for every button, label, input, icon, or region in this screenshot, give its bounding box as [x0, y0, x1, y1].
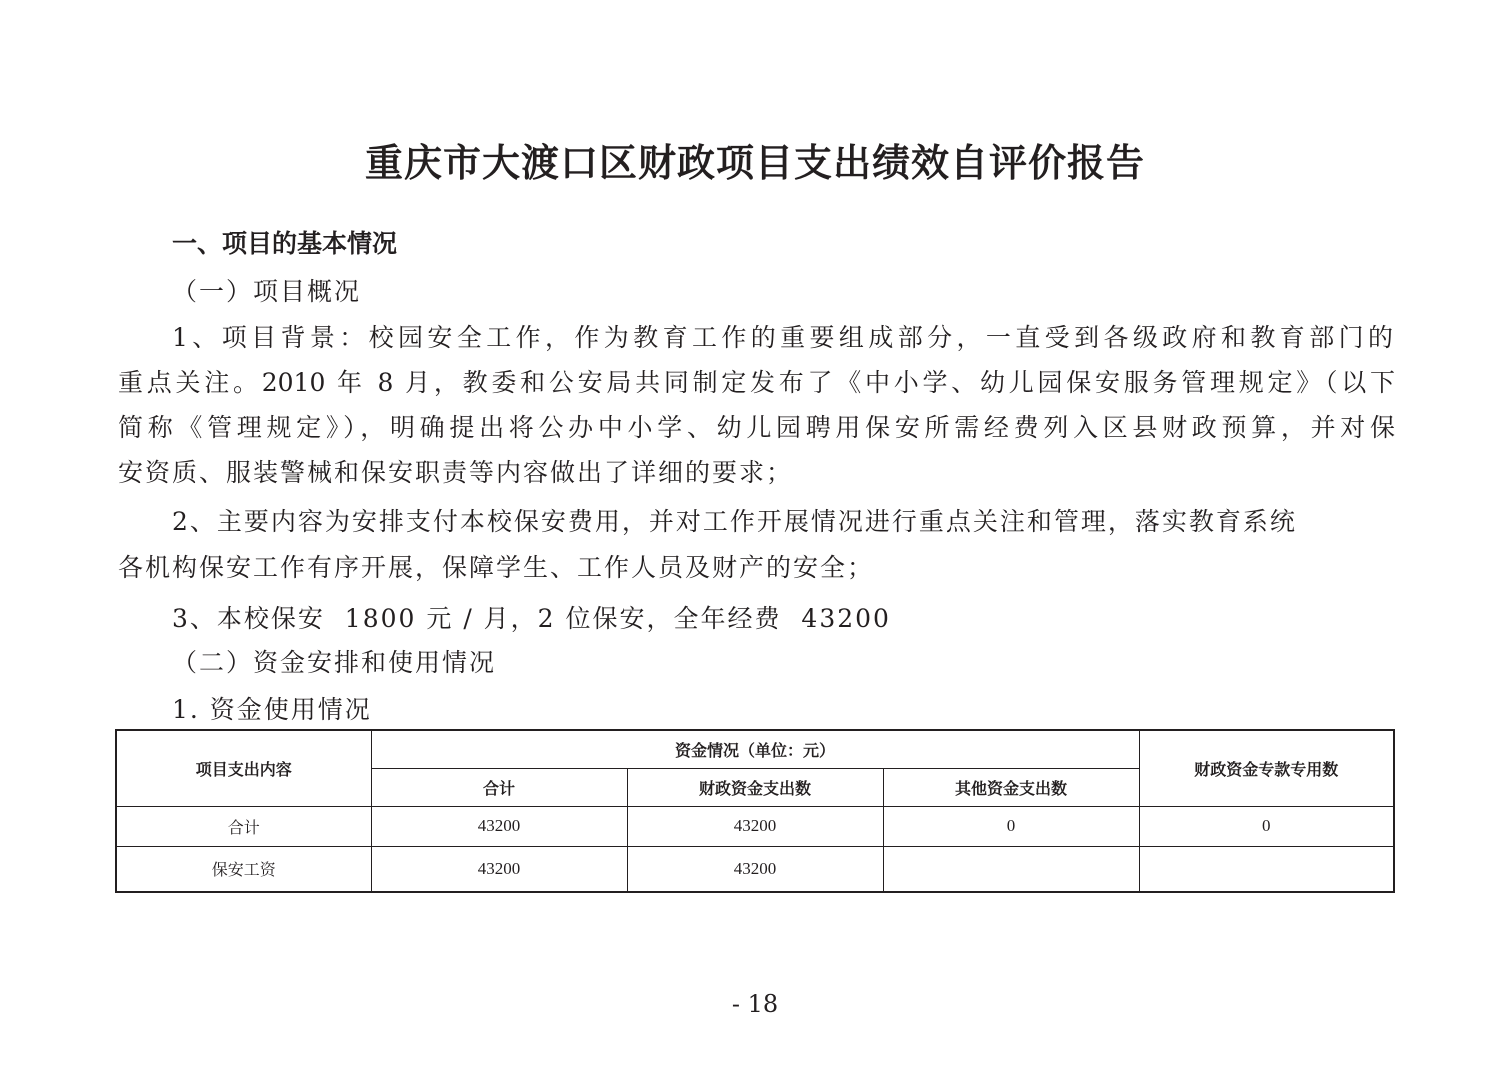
- paragraph-line: 简称《管理规定》），明确提出将公办中小学、幼儿园聘用保安所需经费列入区县财政预算，并对保: [118, 413, 1395, 442]
- paragraph-line: 1、项目背景：校园安全工作，作为教育工作的重要组成部分，一直受到各级政府和教育部门的: [172, 323, 1395, 352]
- table-row: [116, 846, 1394, 892]
- paragraph-line: 各机构保安工作有序开展，保障学生、工作人员及财产的安全；: [118, 553, 875, 582]
- cell-other: [883, 846, 1139, 892]
- report-title: 重庆市大渡口区财政项目支出绩效自评价报告: [364, 140, 1145, 185]
- subsection-heading: 1. 资金使用情况: [172, 695, 372, 724]
- paragraph-line: 安资质、服装警械和保安职责等内容做出了详细的要求；: [118, 458, 794, 487]
- page-number: - 18: [731, 990, 779, 1018]
- header-total: 合计: [371, 768, 627, 806]
- table-row: [116, 806, 1394, 846]
- header-funds: 资金情况（单位：元）: [371, 730, 1139, 768]
- funds-table: [115, 729, 1395, 893]
- paragraph-line: 重点关注。2010 年 8 月，教委和公安局共同制定发布了《中小学、幼儿园保安服务管理规定》（以下: [118, 368, 1395, 397]
- subsection-heading: （二）资金安排和使用情况: [172, 648, 497, 677]
- header-special: 财政资金专款专用数: [1139, 730, 1394, 806]
- cell-special: [1139, 846, 1394, 892]
- cell-name: 保安工资: [116, 846, 371, 892]
- cell-fiscal: 43200: [627, 806, 883, 846]
- paragraph-line: 3、本校保安 1800 元 / 月，2 位保安，全年经费 43200: [172, 604, 891, 633]
- header-item: 项目支出内容: [116, 730, 371, 806]
- cell-fiscal: 43200: [627, 846, 883, 892]
- cell-name: 合计: [116, 806, 371, 846]
- subsection-heading: （一）项目概况: [172, 277, 362, 306]
- header-other: 其他资金支出数: [883, 768, 1139, 806]
- cell-total: 43200: [371, 846, 627, 892]
- header-fiscal: 财政资金支出数: [627, 768, 883, 806]
- cell-special: 0: [1139, 806, 1394, 846]
- section-heading: 一、项目的基本情况: [172, 229, 398, 258]
- cell-total: 43200: [371, 806, 627, 846]
- cell-other: 0: [883, 806, 1139, 846]
- paragraph-line: 2、主要内容为安排支付本校保安费用，并对工作开展情况进行重点关注和管理，落实教育系统: [172, 507, 1297, 536]
